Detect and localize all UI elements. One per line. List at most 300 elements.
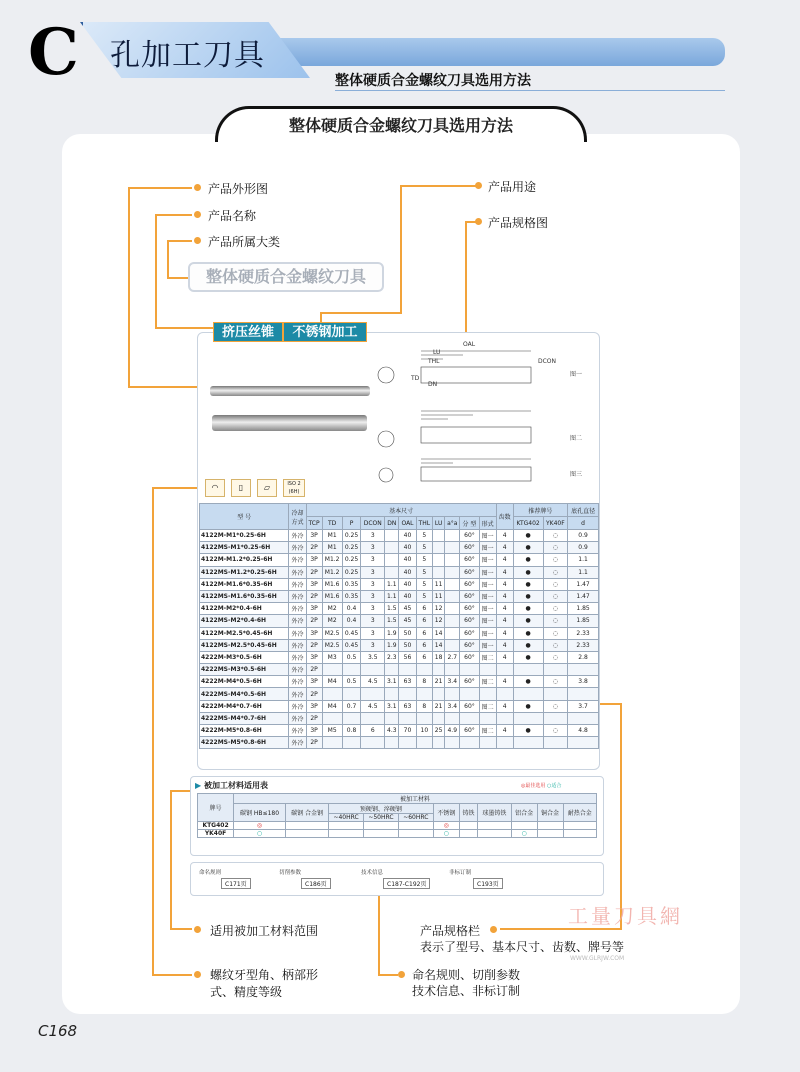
- callout-line: [128, 386, 208, 388]
- spec-cell: ●: [513, 566, 543, 578]
- spec-cell: 12: [433, 603, 445, 615]
- spec-cell: 1.5: [385, 603, 399, 615]
- model-cell: 4222M-M3*0.5-6H: [200, 651, 289, 663]
- spec-cell: 40: [399, 578, 416, 590]
- spec-table-row: [200, 639, 599, 651]
- spec-cell: 图一: [479, 590, 496, 602]
- spec-table-row: [200, 530, 599, 542]
- label-usage: 产品用途: [488, 180, 537, 194]
- spec-cell: ●: [513, 578, 543, 590]
- spec-cell: 4: [496, 578, 513, 590]
- spec-cell: 5: [416, 530, 433, 542]
- callout-line: [155, 327, 213, 329]
- spec-cell: ●: [513, 651, 543, 663]
- spec-cell: 40: [399, 542, 416, 554]
- col-p: P: [342, 517, 361, 530]
- spec-cell: 2.33: [568, 627, 599, 639]
- callout-line: [320, 312, 402, 314]
- model-cell: 4222M-M4*0.7-6H: [200, 700, 289, 712]
- label-spec-column-2: 表示了型号、基本尺寸、齿数、牌号等: [420, 940, 625, 954]
- spec-cell: 外冷: [289, 603, 306, 615]
- spec-cell: 3: [361, 566, 385, 578]
- spec-cell: [322, 688, 342, 700]
- spec-cell: 2P: [306, 737, 322, 749]
- col-d: d: [568, 517, 599, 530]
- spec-cell: [445, 542, 460, 554]
- spec-cell: ◌: [543, 530, 568, 542]
- spec-cell: 4: [496, 542, 513, 554]
- spec-cell: [479, 688, 496, 700]
- category-tag-tap: 挤压丝锥: [213, 322, 283, 342]
- spec-cell: 8: [416, 700, 433, 712]
- callout-line: [378, 895, 380, 975]
- spec-cell: 60°: [460, 676, 479, 688]
- spec-cell: ●: [513, 530, 543, 542]
- spec-cell: 0.9: [568, 542, 599, 554]
- ref-cutting: C186页: [301, 878, 331, 889]
- spec-table-row: [200, 737, 599, 749]
- spec-cell: 5: [416, 566, 433, 578]
- spec-cell: 45: [399, 615, 416, 627]
- spec-cell: ◌: [543, 700, 568, 712]
- grade-cell: KTG402: [198, 822, 234, 830]
- model-cell: 4222M-M5*0.8-6H: [200, 725, 289, 737]
- spec-cell: 5: [416, 542, 433, 554]
- spec-cell: 图二: [479, 725, 496, 737]
- spec-cell: 0.25: [342, 566, 361, 578]
- spec-cell: 外冷: [289, 590, 306, 602]
- material-cell: [398, 822, 433, 830]
- dim-thl: THL: [428, 358, 440, 365]
- mcol-50hrc: ~50HRC: [364, 814, 399, 822]
- spec-cell: 2.3: [385, 651, 399, 663]
- spec-table-row: [200, 542, 599, 554]
- col-dcon: DCON: [361, 517, 385, 530]
- spec-cell: 外冷: [289, 566, 306, 578]
- spec-cell: 外冷: [289, 615, 306, 627]
- material-cell: [364, 822, 399, 830]
- spec-cell: 40: [399, 530, 416, 542]
- spec-cell: [433, 712, 445, 724]
- callout-line: [152, 487, 200, 489]
- product-name-box: 整体硬质合金螺纹刀具: [188, 262, 384, 292]
- callout-line: [170, 790, 192, 792]
- spec-cell: M1.2: [322, 566, 342, 578]
- spec-cell: [342, 688, 361, 700]
- spec-cell: 4: [496, 554, 513, 566]
- spec-cell: 4.3: [385, 725, 399, 737]
- spec-cell: [460, 688, 479, 700]
- spec-cell: [416, 664, 433, 676]
- spec-cell: [479, 737, 496, 749]
- spec-cell: [568, 688, 599, 700]
- spec-cell: [433, 664, 445, 676]
- spec-table-row: [200, 566, 599, 578]
- spec-cell: 外冷: [289, 639, 306, 651]
- spec-cell: 外冷: [289, 578, 306, 590]
- spec-cell: 6: [416, 603, 433, 615]
- iso-tolerance: (6H): [288, 489, 300, 495]
- spec-cell: [322, 737, 342, 749]
- spec-cell: [445, 530, 460, 542]
- material-table: [197, 793, 597, 838]
- spec-cell: 1.1: [568, 554, 599, 566]
- spec-cell: [322, 664, 342, 676]
- mcol-stainless: 不锈钢: [433, 804, 459, 822]
- spec-cell: [385, 566, 399, 578]
- spec-cell: [433, 530, 445, 542]
- material-cell: [364, 830, 399, 838]
- spec-cell: 0.8: [342, 725, 361, 737]
- callout-line: [400, 185, 402, 313]
- spec-cell: 1.85: [568, 603, 599, 615]
- model-cell: 4122M-M2.5*0.45-6H: [200, 627, 289, 639]
- spec-cell: 2P: [306, 639, 322, 651]
- spec-cell: 11: [433, 578, 445, 590]
- ref-tech: C187-C192页: [383, 878, 430, 889]
- callout-line: [152, 974, 192, 976]
- spec-cell: 图二: [479, 651, 496, 663]
- model-cell: 4122MS-M1*0.25-6H: [200, 542, 289, 554]
- spec-cell: [496, 664, 513, 676]
- spec-cell: 21: [433, 700, 445, 712]
- spec-cell: [496, 712, 513, 724]
- model-cell: 4222MS-M3*0.5-6H: [200, 664, 289, 676]
- material-cell: [329, 822, 364, 830]
- mcol-copper: 铜合金: [537, 804, 563, 822]
- page-number: C168: [38, 1022, 78, 1040]
- spec-cell: 0.25: [342, 542, 361, 554]
- spec-cell: [361, 688, 385, 700]
- model-cell: 4222MS-M5*0.8-6H: [200, 737, 289, 749]
- spec-cell: 1.9: [385, 639, 399, 651]
- label-product-name: 产品名称: [208, 209, 257, 223]
- spec-cell: [513, 737, 543, 749]
- spec-cell: [460, 712, 479, 724]
- spec-cell: M1.6: [322, 590, 342, 602]
- spec-cell: [568, 712, 599, 724]
- spec-cell: M1: [322, 530, 342, 542]
- spec-cell: 10: [416, 725, 433, 737]
- spec-cell: [445, 737, 460, 749]
- material-cell: [459, 830, 478, 838]
- spec-cell: ●: [513, 700, 543, 712]
- label-spec-column-1: 产品规格栏: [420, 924, 481, 938]
- spec-cell: 40: [399, 554, 416, 566]
- spec-cell: 4: [496, 639, 513, 651]
- spec-table-row: [200, 725, 599, 737]
- spec-cell: 图一: [479, 578, 496, 590]
- mcol-hardened: 预硬钢、淬硬钢: [329, 804, 434, 814]
- spec-cell: 4: [496, 651, 513, 663]
- spec-table-row: [200, 700, 599, 712]
- spec-cell: ●: [513, 603, 543, 615]
- spec-cell: 60°: [460, 725, 479, 737]
- spec-cell: 图一: [479, 639, 496, 651]
- spec-cell: 4.5: [361, 700, 385, 712]
- material-cell: [285, 830, 328, 838]
- spec-cell: 外冷: [289, 725, 306, 737]
- spec-cell: 图一: [479, 542, 496, 554]
- spec-cell: 4: [496, 566, 513, 578]
- thread-angle-icon: ◠: [205, 479, 225, 497]
- col-group-drill: 底孔直径: [568, 504, 599, 517]
- spec-cell: ●: [513, 554, 543, 566]
- spec-cell: 6: [416, 615, 433, 627]
- material-cell: [329, 830, 364, 838]
- spec-cell: 50: [399, 627, 416, 639]
- spec-cell: M2: [322, 615, 342, 627]
- mcol-heatres: 耐热合金: [563, 804, 596, 822]
- spec-cell: 18: [433, 651, 445, 663]
- spec-cell: 60°: [460, 603, 479, 615]
- spec-cell: 60°: [460, 615, 479, 627]
- spec-cell: 3: [361, 639, 385, 651]
- spec-cell: ◌: [543, 639, 568, 651]
- dim-dcon: DCON: [538, 358, 557, 365]
- spec-cell: 0.4: [342, 603, 361, 615]
- spec-table-row: [200, 688, 599, 700]
- spec-cell: [445, 554, 460, 566]
- model-cell: 4122MS-M1.6*0.35-6H: [200, 590, 289, 602]
- mcol-castiron: 铸铁: [459, 804, 478, 822]
- spec-cell: 45: [399, 603, 416, 615]
- material-cell: [459, 822, 478, 830]
- spec-cell: 2P: [306, 615, 322, 627]
- col-tcp: TCP: [306, 517, 322, 530]
- spec-table-row: [200, 554, 599, 566]
- watermark-url: WWW.GLRJW.COM: [570, 955, 625, 962]
- spec-cell: 0.35: [342, 590, 361, 602]
- ref-custom: C193页: [473, 878, 503, 889]
- fig-1-label: 图一: [570, 371, 583, 378]
- spec-cell: M4: [322, 700, 342, 712]
- reference-notes: [190, 862, 604, 896]
- dim-oal: OAL: [463, 341, 476, 348]
- spec-cell: 4: [496, 530, 513, 542]
- callout-line: [167, 277, 189, 279]
- spec-cell: ◌: [543, 725, 568, 737]
- spec-cell: 60°: [460, 578, 479, 590]
- material-cell: [537, 830, 563, 838]
- dim-lu: LU: [433, 349, 441, 356]
- spec-cell: [460, 664, 479, 676]
- spec-cell: [445, 664, 460, 676]
- spec-table-body: [200, 530, 599, 749]
- spec-drawing: [373, 337, 598, 483]
- spec-cell: 6: [416, 639, 433, 651]
- spec-cell: ●: [513, 615, 543, 627]
- spec-cell: 14: [433, 639, 445, 651]
- spec-cell: [416, 688, 433, 700]
- spec-cell: [433, 554, 445, 566]
- spec-cell: ◌: [543, 566, 568, 578]
- spec-cell: [385, 737, 399, 749]
- spec-cell: 0.45: [342, 627, 361, 639]
- material-cell: [537, 822, 563, 830]
- spec-cell: M2.5: [322, 627, 342, 639]
- watermark: 工量刀具網: [568, 904, 683, 928]
- material-cell: [398, 830, 433, 838]
- col-ktg402: KTG402: [513, 517, 543, 530]
- spec-cell: 21: [433, 676, 445, 688]
- spec-cell: 4: [496, 676, 513, 688]
- arrow-icon: ▶: [195, 781, 202, 790]
- callout-line: [155, 214, 192, 216]
- spec-cell: 25: [433, 725, 445, 737]
- spec-cell: ●: [513, 639, 543, 651]
- iso-class: ISO 2: [287, 481, 301, 487]
- spec-cell: 50: [399, 639, 416, 651]
- spec-cell: 3P: [306, 725, 322, 737]
- col-cooling: 冷却 方式: [289, 504, 306, 530]
- spec-cell: [543, 688, 568, 700]
- spec-cell: 4: [496, 700, 513, 712]
- fig-3-label: 图三: [570, 471, 583, 478]
- spec-cell: 3: [361, 603, 385, 615]
- spec-cell: ◌: [543, 554, 568, 566]
- spec-cell: [513, 688, 543, 700]
- spec-cell: M4: [322, 676, 342, 688]
- spec-cell: [433, 737, 445, 749]
- spec-cell: 3P: [306, 651, 322, 663]
- spec-cell: ●: [513, 590, 543, 602]
- spec-cell: [416, 712, 433, 724]
- col-aa: a°a: [445, 517, 460, 530]
- spec-table-row: [200, 664, 599, 676]
- spec-cell: 3: [361, 590, 385, 602]
- grade-cell: YK40F: [198, 830, 234, 838]
- col-lu: LU: [433, 517, 445, 530]
- tool-photo-2: [212, 415, 367, 431]
- material-table-body: [198, 822, 597, 838]
- spec-cell: [433, 566, 445, 578]
- model-cell: 4222MS-M4*0.5-6H: [200, 688, 289, 700]
- spec-cell: 60°: [460, 542, 479, 554]
- spec-cell: 外冷: [289, 627, 306, 639]
- spec-cell: [568, 737, 599, 749]
- spec-cell: 3: [361, 627, 385, 639]
- dim-dn: DN: [428, 381, 438, 388]
- spec-cell: 图一: [479, 566, 496, 578]
- spec-cell: M5: [322, 725, 342, 737]
- spec-table-row: [200, 676, 599, 688]
- spec-cell: 外冷: [289, 688, 306, 700]
- spec-cell: 60°: [460, 639, 479, 651]
- spec-cell: 3.4: [445, 676, 460, 688]
- spec-cell: [433, 542, 445, 554]
- spec-cell: 外冷: [289, 664, 306, 676]
- page-subtitle: 整体硬质合金螺纹刀具选用方法: [335, 73, 531, 89]
- spec-cell: [543, 664, 568, 676]
- spec-cell: 60°: [460, 627, 479, 639]
- spec-cell: M1.6: [322, 578, 342, 590]
- spec-table-row: [200, 615, 599, 627]
- spec-cell: [399, 688, 416, 700]
- spec-cell: 3P: [306, 627, 322, 639]
- spec-cell: 2P: [306, 688, 322, 700]
- callout-dot: [475, 182, 482, 189]
- spec-cell: 0.5: [342, 651, 361, 663]
- model-cell: 4122MS-M2.5*0.45-6H: [200, 639, 289, 651]
- spec-cell: 外冷: [289, 554, 306, 566]
- spec-cell: 1.5: [385, 615, 399, 627]
- spec-cell: 60°: [460, 566, 479, 578]
- material-cell: [563, 830, 596, 838]
- spec-cell: [445, 639, 460, 651]
- mcol-alloy: 碳钢 合金钢: [285, 804, 328, 822]
- spec-cell: 4: [496, 603, 513, 615]
- spec-table-row: [200, 578, 599, 590]
- col-form: 形式: [479, 517, 496, 530]
- callout-dot: [194, 184, 201, 191]
- spec-cell: M3: [322, 651, 342, 663]
- model-cell: 4122M-M2*0.4-6H: [200, 603, 289, 615]
- spec-cell: ◌: [543, 578, 568, 590]
- model-cell: 4222M-M4*0.5-6H: [200, 676, 289, 688]
- spec-cell: 0.5: [342, 676, 361, 688]
- spec-cell: 图一: [479, 554, 496, 566]
- spec-cell: 4.5: [361, 676, 385, 688]
- spec-cell: ●: [513, 725, 543, 737]
- shank-type-icon: ▱: [257, 479, 277, 497]
- material-cell: [478, 822, 511, 830]
- label-thread-info-2: 式、精度等级: [210, 985, 283, 999]
- spec-cell: M1: [322, 542, 342, 554]
- spec-cell: [361, 664, 385, 676]
- spec-cell: 6: [416, 627, 433, 639]
- material-cell: ○: [433, 830, 459, 838]
- spec-cell: ◌: [543, 627, 568, 639]
- spec-cell: 3: [361, 578, 385, 590]
- spec-cell: 外冷: [289, 651, 306, 663]
- spec-cell: 4: [496, 725, 513, 737]
- callout-line: [620, 703, 622, 929]
- callout-line: [128, 187, 130, 387]
- spec-cell: 1.1: [385, 590, 399, 602]
- chapter-letter: C: [28, 15, 79, 90]
- mcol-60hrc: ~60HRC: [398, 814, 433, 822]
- model-cell: 4222MS-M4*0.7-6H: [200, 712, 289, 724]
- spec-cell: 图一: [479, 530, 496, 542]
- model-cell: 4122M-M1.6*0.35-6H: [200, 578, 289, 590]
- callout-dot: [194, 971, 201, 978]
- note-cutting: 切削参数: [279, 870, 302, 876]
- spec-cell: [385, 554, 399, 566]
- spec-cell: ●: [513, 627, 543, 639]
- spec-cell: 外冷: [289, 737, 306, 749]
- spec-cell: 0.9: [568, 530, 599, 542]
- spec-cell: 1.47: [568, 578, 599, 590]
- spec-cell: 0.25: [342, 530, 361, 542]
- spec-cell: 60°: [460, 651, 479, 663]
- spec-cell: [445, 712, 460, 724]
- label-thread-info-1: 螺纹牙型角、柄部形: [210, 968, 319, 982]
- spec-cell: 1.1: [568, 566, 599, 578]
- spec-cell: 3.1: [385, 700, 399, 712]
- spec-cell: 70: [399, 725, 416, 737]
- callout-line: [170, 928, 192, 930]
- spec-cell: [496, 737, 513, 749]
- spec-cell: 3.4: [445, 700, 460, 712]
- spec-cell: [496, 688, 513, 700]
- model-cell: 4122M-M1*0.25-6H: [200, 530, 289, 542]
- spec-cell: [385, 542, 399, 554]
- section-title: 整体硬质合金螺纹刀具选用方法: [215, 106, 587, 142]
- col-dn: DN: [385, 517, 399, 530]
- spec-cell: [385, 664, 399, 676]
- mcol-grade: 牌号: [198, 794, 234, 822]
